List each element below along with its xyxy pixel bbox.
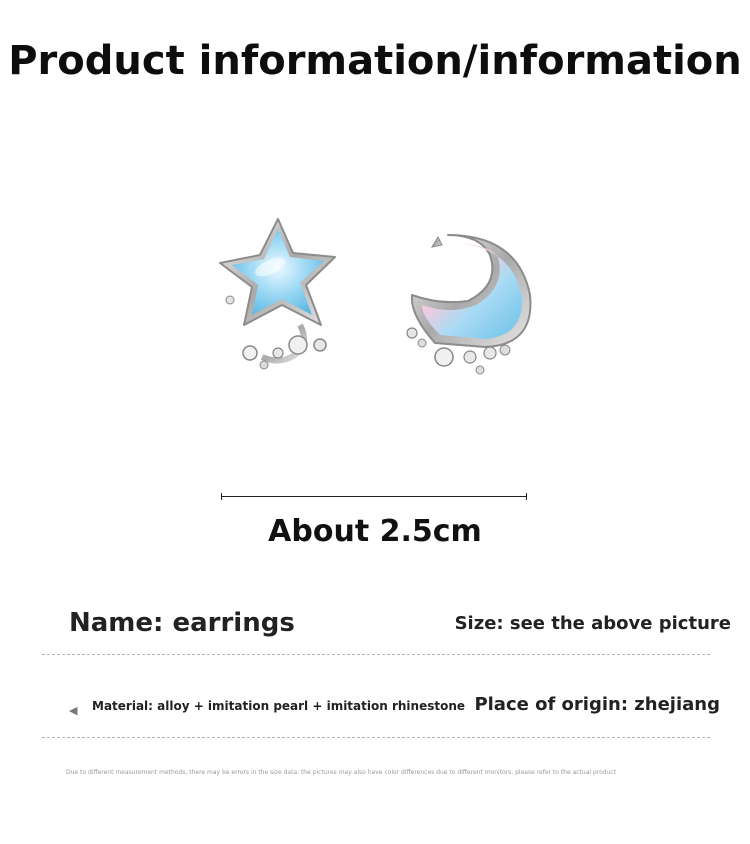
divider <box>42 654 710 655</box>
page-title: Product information/information <box>8 38 742 84</box>
star-and-moon-earrings-icon <box>200 205 550 390</box>
arrow-left-icon: ◀ <box>69 704 78 717</box>
disclaimer-text: Due to different measurement methods, there may be errors in the size data. the pictures may also have color differences due to different monitors. please refer to the actual product <box>66 769 617 776</box>
size-measurement-line <box>221 496 527 497</box>
spec-name: Name: earrings <box>69 608 295 638</box>
star-earring <box>220 219 335 369</box>
moon-earring <box>407 235 530 374</box>
spec-material: Material: alloy + imitation pearl + imitation rhinestone <box>92 699 466 713</box>
spec-origin: Place of origin: zhejiang <box>474 694 720 715</box>
spec-size: Size: see the above picture <box>454 613 731 634</box>
divider <box>42 737 710 738</box>
size-measurement-label: About 2.5cm <box>268 514 482 549</box>
